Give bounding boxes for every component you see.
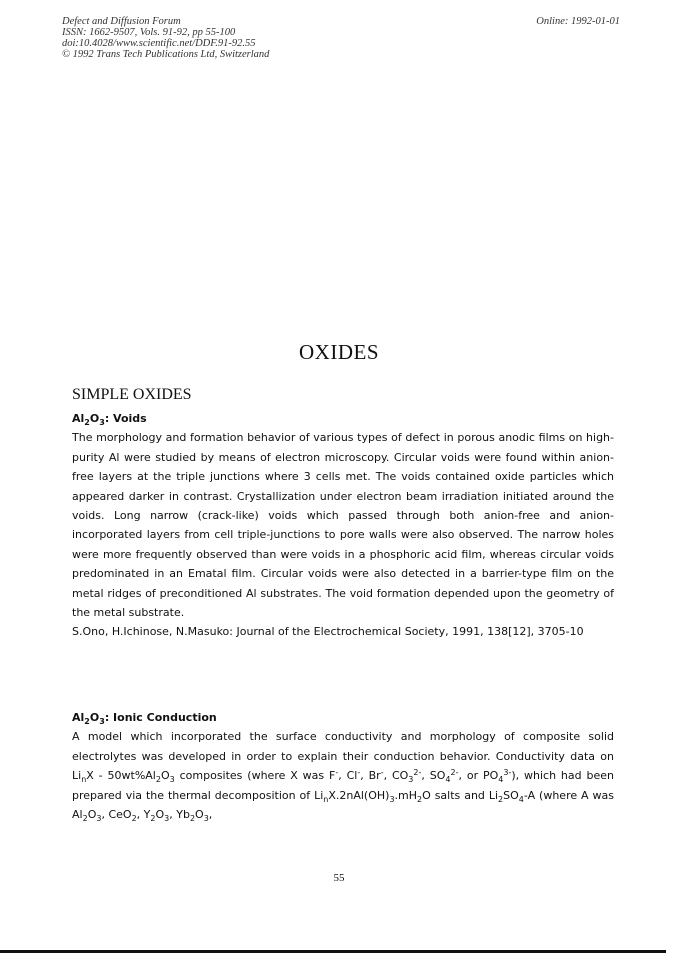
journal-name: Defect and Diffusion Forum [62,16,181,27]
entry-reference: S.Ono, H.Ichinose, N.Masuko: Journal of the Electrochemical Society, 1991, 138[12], 3705-10 [72,625,584,639]
entry-voids [72,409,614,642]
footer-rule [0,950,666,953]
page-number: 55 [333,872,345,884]
journal-header [62,16,269,60]
entry-body: The morphology and formation behavior of various types of defect in porous anodic films on high-purity Al were studied by means of electron microscopy. Circular voids were found within anion-free layers at the triple junctions where 3 cells met. The voids contained oxide particles which appeared darker in contrast. Crystallization under electron beam irradiation initiated around the voids. Long narrow (crack-like) voids which passed through both anion-free and anion-incorporated layers from cell triple-junctions to pore walls were also observed. The narrow holes were more frequently observed than were voids in a phosphoric acid film, whereas circular voids predominated in an Ematal film. Circular voids were also detected in a barrier-type film on the metal ridges of preconditioned Al substrates. The void formation depended upon the geometry of the metal substrate. [72,431,614,620]
entry-body: A model which incorporated the surface conductivity and morphology of composite solid electrolytes was developed in order to explain their conduction behavior. Conductivity data on $Li_nX - 50wt\%Al_2O_3$ composites (where X was F-, Cl-, Br-, $CO_3^{2-}$, $SO_4^{2-}$, or $PO_4^{3-}$), which had been prepared via the thermal decomposition of $Li_nX.2nAl(OH)_3.mH_2O$ salts and $Li_2SO_4-A$ (where A was $Al_2O_3$, CeO$_2$, $Y_2O_3$, $Yb_2O_3$, [72,730,614,824]
online-date: Online: 1992-01-01 [536,16,620,27]
entry-heading: $Al_2O_3$: Ionic Conduction [72,711,217,726]
page-title: OXIDES [299,340,379,364]
section-heading: SIMPLE OXIDES [72,386,192,403]
issn-line: ISSN: 1662-9507, Vols. 91-92, pp 55-100 [62,27,236,38]
entry-ionic-conduction [72,708,614,824]
copyright-line: © 1992 Trans Tech Publications Ltd, Switzerland [62,49,270,60]
doi-line[interactable]: doi:10.4028/www.scientific.net/DDF.91-92.55 [62,38,256,49]
entry-heading: $Al_2O_3$: Voids [72,412,147,427]
